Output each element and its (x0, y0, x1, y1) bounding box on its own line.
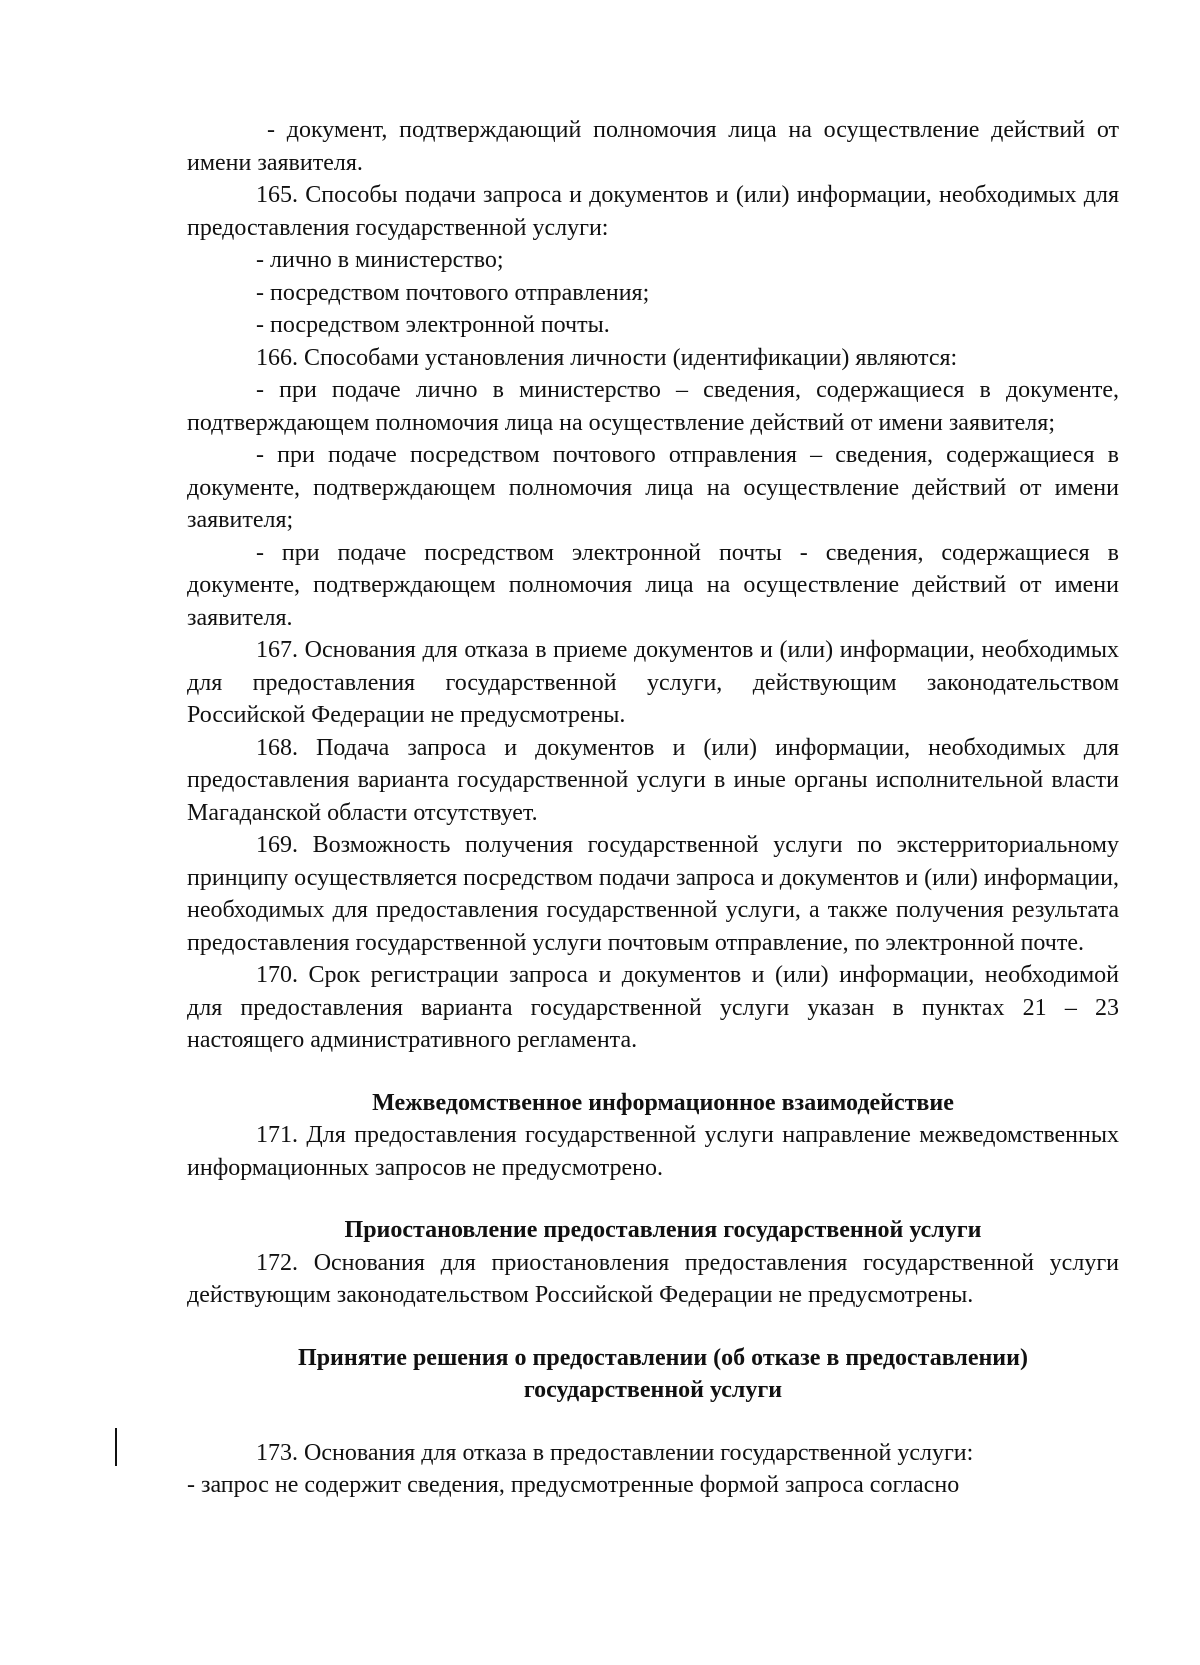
spacer (187, 1407, 1119, 1437)
list-item-id-post: - при подаче посредством почтового отправления – сведения, содержащиеся в документе, подтверждающем полномочия лица на осуществление действий от имени заявителя; (187, 442, 1119, 533)
paragraph-169: 169. Возможность получения государственной услуги по экстерриториальному принципу осуществляется посредством подачи запроса и документов и (или) информации, необходимых для предоставления государственной услуги, а также получения результата предоставления государственной услуги почтовым отправление, по электронной почте. (187, 832, 1119, 956)
section-heading-decision-line2: государственной услуги (523, 1377, 783, 1403)
document-body (187, 114, 1119, 1502)
list-item-173-request: - запрос не содержит сведения, предусмотренные формой запроса согласно (187, 1472, 960, 1498)
paragraph-165: 165. Способы подачи запроса и документов и (или) информации, необходимых для предоставления государственной услуги: (187, 182, 1119, 241)
paragraph-168: 168. Подача запроса и документов и (или) информации, необходимых для предоставления варианта государственной услуги в иные органы исполнительной власти Магаданской области отсутствует. (187, 734, 1119, 826)
paragraph-170: 170. Срок регистрации запроса и документов и (или) информации, необходимой для предоставления варианта государственной услуги указан в пунктах 21 – 23 настоящего административного регламента. (187, 962, 1119, 1053)
list-item-id-email: - при подаче посредством электронной почты - сведения, содержащиеся в документе, подтверждающем полномочия лица на осуществление действий от имени заявителя. (187, 539, 1119, 631)
paragraph-173: 173. Основания для отказа в предоставлении государственной услуги: (256, 1439, 974, 1466)
section-heading-decision-line1: Принятие решения о предоставлении (об отказе в предоставлении) (298, 1344, 1028, 1371)
paragraph-172: 172. Основания для приостановления предоставления государственной услуги действующим законодательством Российской Федерации не предусмотрены. (187, 1249, 1119, 1308)
section-heading-suspension: Приостановление предоставления государственной услуги (344, 1217, 982, 1243)
paragraph-authority-document: - документ, подтверждающий полномочия лица на осуществление действий от имени заявителя. (187, 117, 1119, 176)
list-item-in-person: - лично в министерство; (256, 247, 504, 273)
paragraph-167: 167. Основания для отказа в приеме документов и (или) информации, необходимых для предоставления государственной услуги, действующим законодательством Российской Федерации не предусмотрены. (187, 637, 1119, 728)
list-item-post: - посредством почтового отправления; (256, 279, 650, 306)
list-item-id-in-person: - при подаче лично в министерство – сведения, содержащиеся в документе, подтверждающем полномочия лица на осуществление действий от имени заявителя; (187, 377, 1119, 436)
margin-change-bar (115, 1428, 117, 1466)
section-heading-interagency: Межведомственное информационное взаимодействие (372, 1089, 954, 1116)
list-item-email: - посредством электронной почты. (256, 312, 610, 338)
paragraph-171: 171. Для предоставления государственной услуги направление межведомственных информационных запросов не предусмотрено. (187, 1122, 1119, 1181)
paragraph-166: 166. Способами установления личности (идентификации) являются: (256, 344, 958, 371)
